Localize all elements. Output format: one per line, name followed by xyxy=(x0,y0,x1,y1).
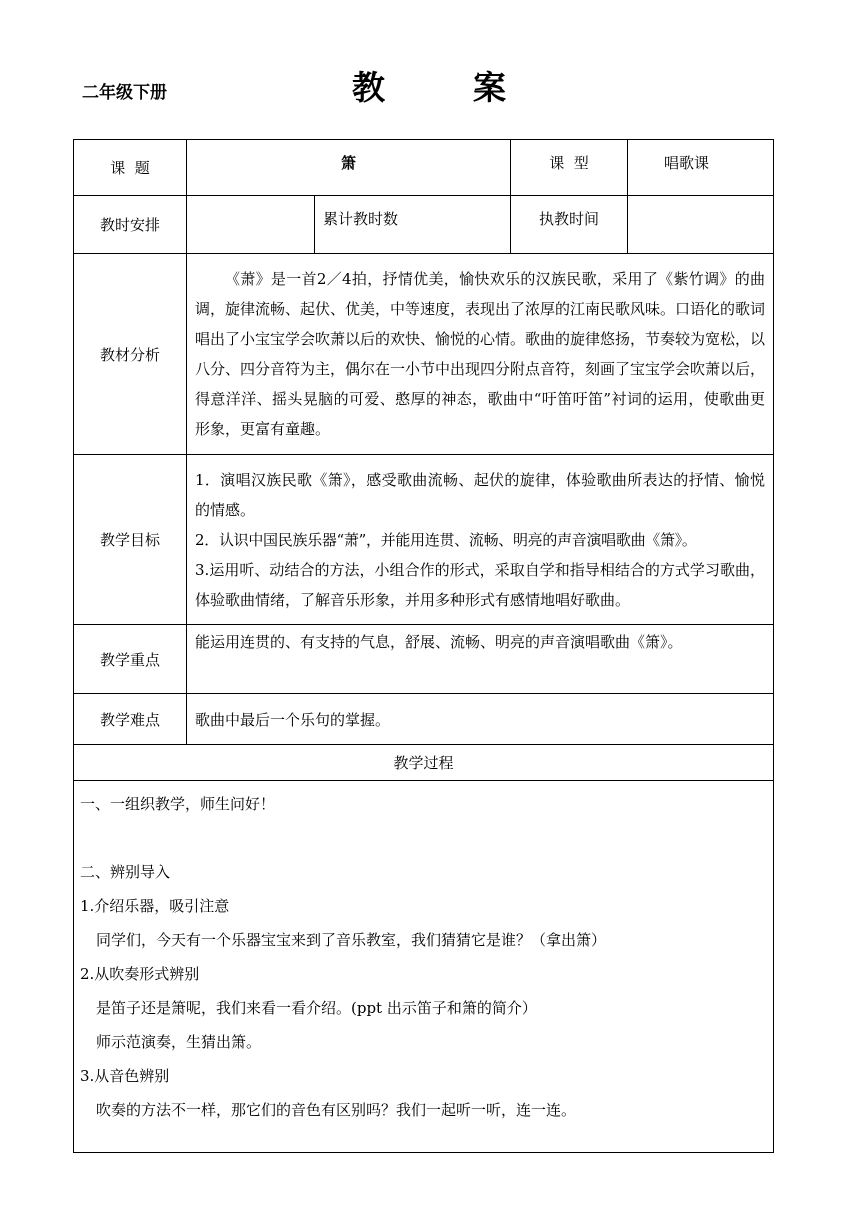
type-value: 唱歌课 xyxy=(628,140,774,196)
key-points-label: 教学重点 xyxy=(74,625,187,694)
topic-value: 箫 xyxy=(187,140,511,196)
process-line: 3.从音色辨别 xyxy=(80,1067,170,1085)
topic-label: 课 题 xyxy=(74,140,187,196)
type-label: 课 型 xyxy=(511,140,628,196)
process-header-row xyxy=(74,745,774,781)
goals-row xyxy=(74,455,774,625)
process-line: 1.介绍乐器，吸引注意 xyxy=(80,897,230,915)
page-title: 教案 xyxy=(352,68,594,107)
process-line xyxy=(80,821,765,855)
process-line: 二、辨别导入 xyxy=(80,863,171,881)
analysis-label: 教材分析 xyxy=(74,254,187,455)
goals-label: 教学目标 xyxy=(74,455,187,625)
schedule-label: 教时安排 xyxy=(74,196,187,254)
date-label: 执教时间 xyxy=(511,196,628,254)
process-line: 师示范演奏，生猜出箫。 xyxy=(96,1033,262,1051)
difficulties-row xyxy=(74,694,774,745)
process-line: 2.从吹奏形式辨别 xyxy=(80,965,200,983)
difficulties-text: 歌曲中最后一个乐句的掌握。 xyxy=(187,694,774,745)
topic-row xyxy=(74,140,774,196)
key-points-text: 能运用连贯的、有支持的气息，舒展、流畅、明亮的声音演唱歌曲《箫》。 xyxy=(187,625,774,694)
goal-item: 2．认识中国民族乐器“萧”，并能用连贯、流畅、明亮的声音演唱歌曲《箫》。 xyxy=(195,530,697,549)
goal-item: 3.运用听、动结合的方法，小组合作的形式，采取自学和指导相结合的方式学习歌曲，体验歌曲情绪，了解音乐形象，并用多种形式有感情地唱好歌曲。 xyxy=(195,560,766,609)
goals-cell xyxy=(187,455,774,625)
goal-item: 1．演唱汉族民歌《箫》，感受歌曲流畅、起伏的旋律，体验歌曲所表达的抒情、愉悦的情感。 xyxy=(195,470,766,519)
process-content xyxy=(74,781,774,1153)
schedule-value xyxy=(187,196,315,254)
grade-label: 二年级下册 xyxy=(82,83,167,103)
cumulative-label: 累计教时数 xyxy=(315,196,511,254)
difficulties-label: 教学难点 xyxy=(74,694,187,745)
lesson-plan-table xyxy=(73,139,774,1153)
process-line: 一、一组织教学，师生问好！ xyxy=(80,795,276,813)
analysis-row xyxy=(74,254,774,455)
analysis-text: 《萧》是一首2／4拍，抒情优美，愉快欢乐的汉族民歌，采用了《紫竹调》的曲调，旋律流畅、起伏、优美，中等速度，表现出了浓厚的江南民歌风味。口语化的歌词唱出了小宝宝学会吹萧以后的欢快、愉悦的心情。歌曲的旋律悠扬，节奏较为宽松，以八分、四分音符为主，偶尔在一小节中出现四分附点音符，刻画了宝宝学会吹萧以后，得意洋洋、摇头晃脑的可爱、憨厚的神态，歌曲中“吁笛吁笛”衬词的运用，使歌曲更形象，更富有童趣。 xyxy=(195,270,766,438)
key-points-row xyxy=(74,625,774,694)
process-line: 吹奏的方法不一样，那它们的音色有区别吗？我们一起听一听，连一连。 xyxy=(96,1101,577,1119)
process-line: 同学们，今天有一个乐器宝宝来到了音乐教室，我们猜猜它是谁？（拿出箫） xyxy=(96,931,607,949)
analysis-cell xyxy=(187,254,774,455)
date-value xyxy=(628,196,774,254)
process-row xyxy=(74,781,774,1153)
process-line: 是笛子还是箫呢，我们来看一看介绍。(ppt 出示笛子和箫的简介） xyxy=(96,999,537,1017)
process-label: 教学过程 xyxy=(74,745,774,781)
schedule-row xyxy=(74,196,774,254)
